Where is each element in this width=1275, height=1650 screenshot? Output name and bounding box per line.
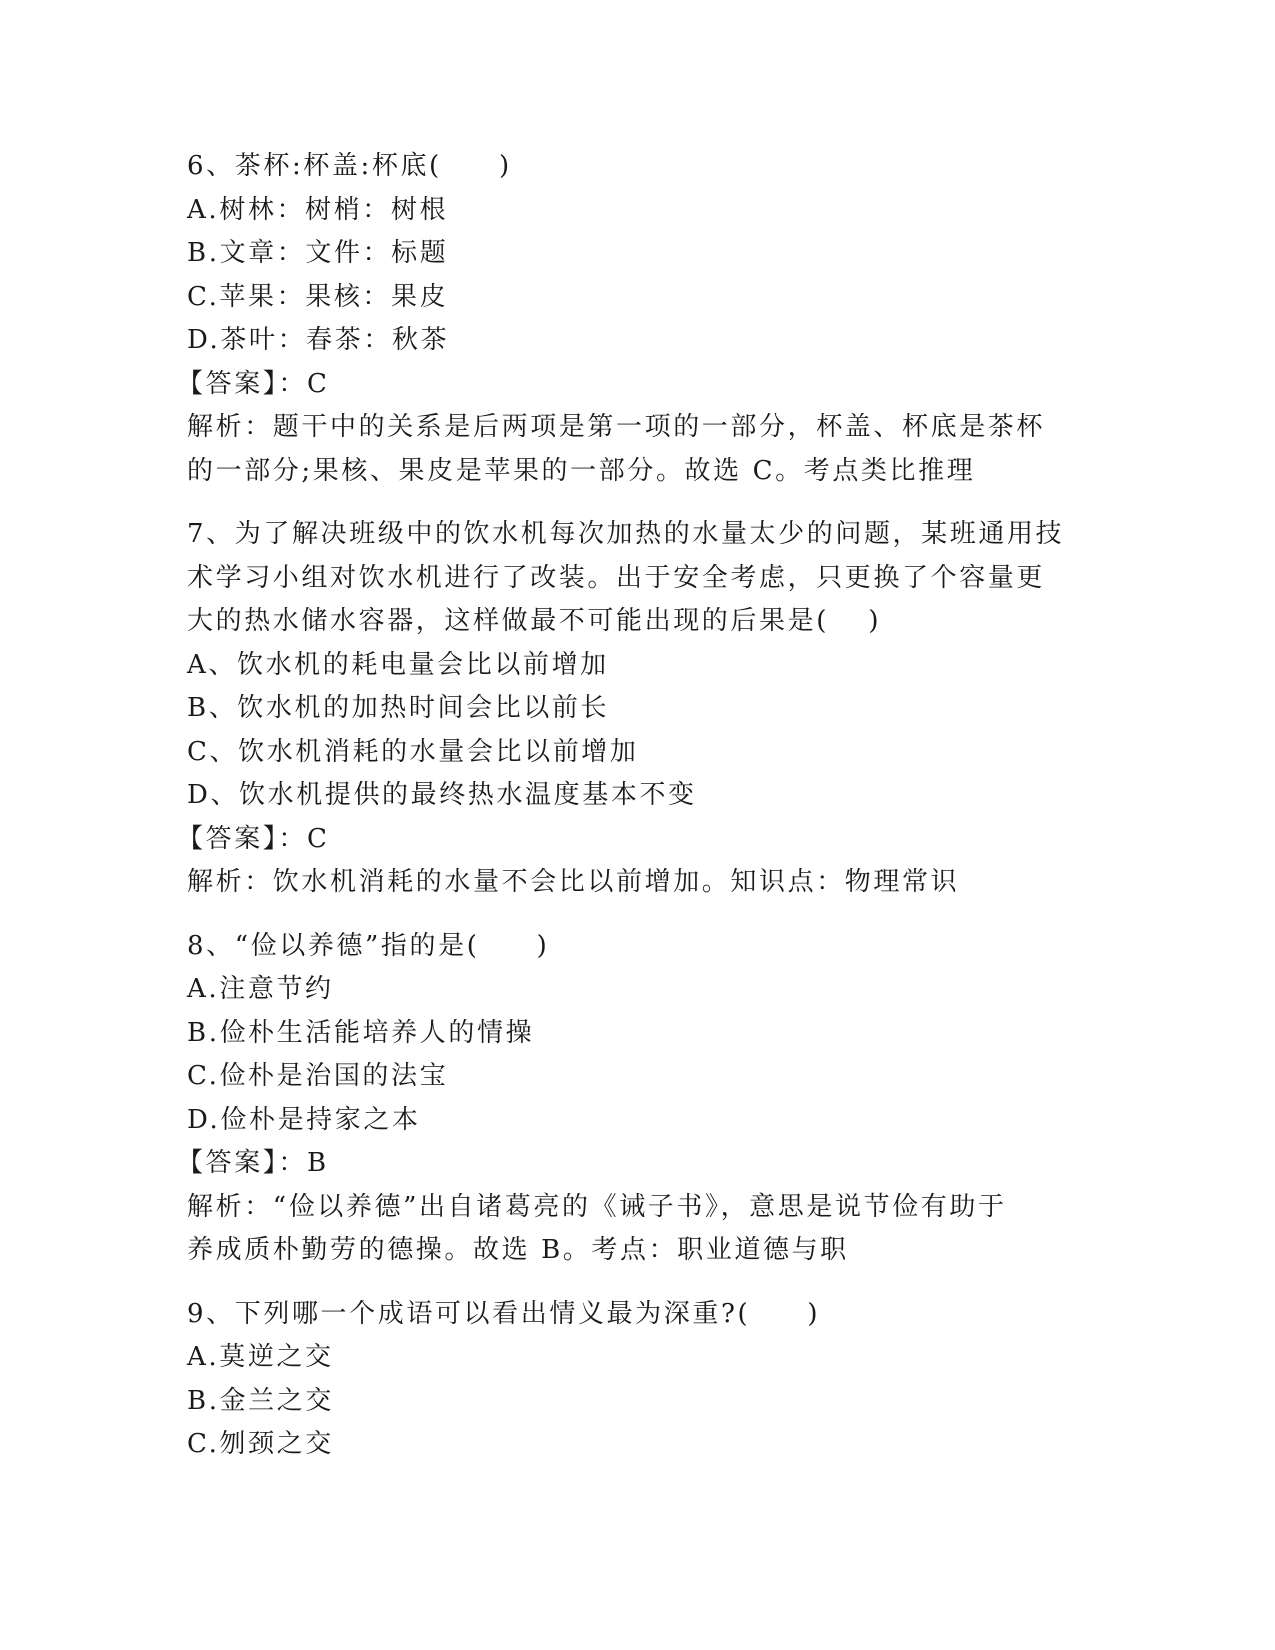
option-d: D.俭朴是持家之本 xyxy=(187,1104,421,1135)
option-c: C.刎颈之交 xyxy=(187,1429,334,1459)
option-d: D.茶叶：春茶：秋茶 xyxy=(187,325,450,355)
question-stem: 7、为了解决班级中的饮水机每次加热的水量太少的问题，某班通用技 xyxy=(187,519,1065,549)
option-a: A.树林：树梢：树根 xyxy=(187,194,449,225)
answer-line: 【答案】：C xyxy=(177,823,330,854)
question-stem: 9、下列哪一个成语可以看出情义最为深重?( ) xyxy=(187,1298,821,1329)
analysis-line: 的一部分;果核、果皮是苹果的一部分。故选 C。考点类比推理 xyxy=(187,455,976,486)
question-list xyxy=(177,145,1077,1487)
option-d: D、饮水机提供的最终热水温度基本不变 xyxy=(187,780,697,810)
option-a: A.莫逆之交 xyxy=(187,1342,334,1372)
analysis-line: 解析：题干中的关系是后两项是第一项的一部分，杯盖、杯底是茶杯 xyxy=(187,412,1046,442)
question-stem: 8、“俭以养德”指的是( ) xyxy=(187,930,550,961)
question-7 xyxy=(177,513,1077,905)
option-a: A、饮水机的耗电量会比以前增加 xyxy=(187,649,609,680)
option-c: C.苹果：果核：果皮 xyxy=(187,281,449,312)
analysis-line: 解析：饮水机消耗的水量不会比以前增加。知识点：物理常识 xyxy=(187,867,960,897)
analysis-line: 解析：“俭以养德”出自诸葛亮的《诫子书》，意思是说节俭有助于 xyxy=(187,1191,1007,1222)
option-b: B.俭朴生活能培养人的情操 xyxy=(187,1017,535,1048)
answer-line: 【答案】：C xyxy=(177,368,330,399)
analysis-line: 养成质朴勤劳的德操。故选 B。考点：职业道德与职 xyxy=(187,1235,849,1265)
option-a: A.注意节约 xyxy=(187,974,334,1004)
question-8 xyxy=(177,925,1077,1273)
option-b: B、饮水机的加热时间会比以前长 xyxy=(187,693,610,723)
option-c: C.俭朴是治国的法宝 xyxy=(187,1061,449,1091)
question-stem: 大的热水储水容器，这样做最不可能出现的后果是( ) xyxy=(187,606,882,636)
option-b: B.文章：文件：标题 xyxy=(187,238,449,268)
question-stem: 6、茶杯:杯盖:杯底( ) xyxy=(187,151,512,181)
option-b: B.金兰之交 xyxy=(187,1385,334,1416)
option-c: C、饮水机消耗的水量会比以前增加 xyxy=(187,736,639,767)
answer-line: 【答案】：B xyxy=(177,1148,329,1178)
question-6 xyxy=(177,145,1077,493)
question-stem: 术学习小组对饮水机进行了改装。出于安全考虑，只更换了个容量更 xyxy=(187,562,1046,593)
question-9 xyxy=(187,1293,1077,1467)
